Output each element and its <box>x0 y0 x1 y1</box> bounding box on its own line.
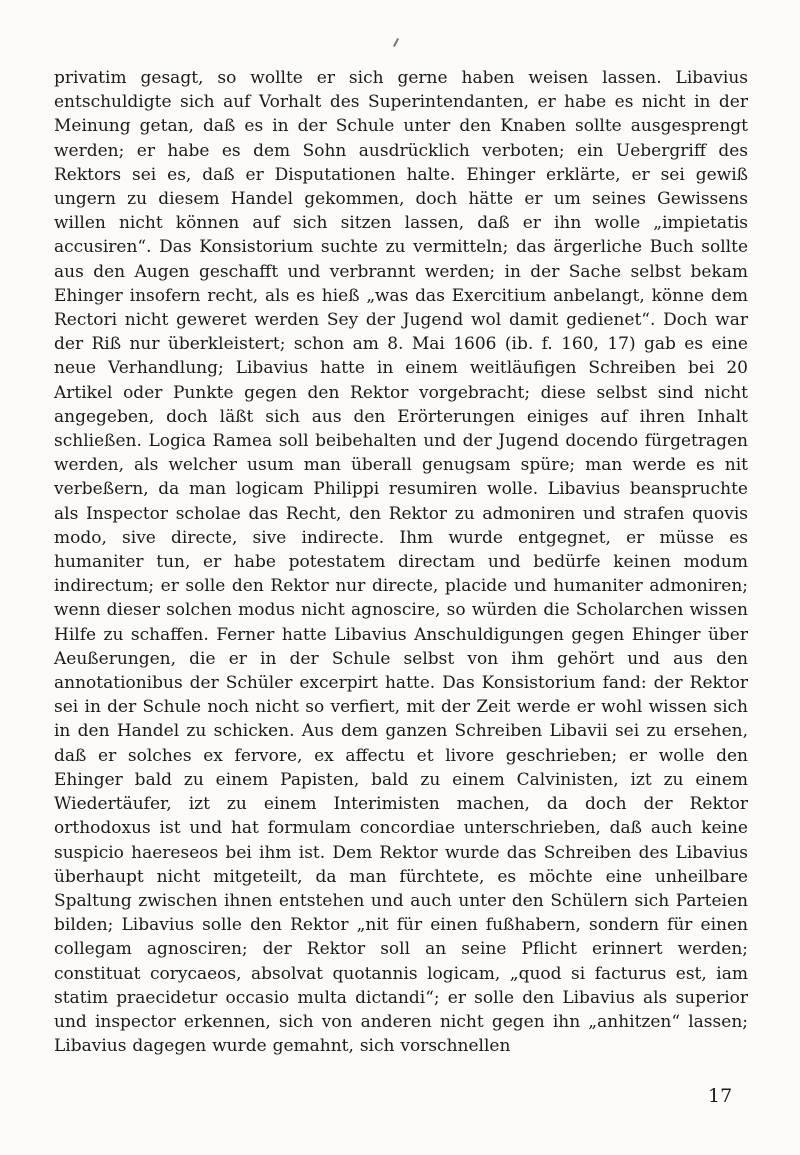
page-number: 17 <box>708 1085 733 1107</box>
page-body <box>54 66 748 1058</box>
stray-pen-mark <box>393 38 399 47</box>
body-paragraph: privatim gesagt, so wollte er sich gerne haben weisen lassen. Libavius entschuldigte sich auf Vorhalt des Superintendanten, er habe es nicht in der Meinung getan, daß es in der Schule unter den Knaben sollte ausgesprengt werden; er habe es dem Sohn ausdrücklich verboten; ein Uebergriff des Rektors sei es, daß er Disputationen halte. Ehinger erklärte, er sei gewiß ungern zu diesem Handel gekommen, doch hätte er um seines Gewissens willen nicht können auf sich sitzen lassen, daß er ihn wolle „impietatis accusiren“. Das Konsistorium suchte zu vermitteln; das ärgerliche Buch sollte aus den Augen geschafft und verbrannt werden; in der Sache selbst bekam Ehinger insofern recht, als es hieß „was das Exercitium anbelangt, könne dem Rectori nicht geweret werden Sey der Jugend wol damit gedienet“. Doch war der Riß nur überkleistert; schon am 8. Mai 1606 (ib. f. 160, 17) gab es eine neue Verhandlung; Libavius hatte in einem weitläufigen Schreiben bei 20 Artikel oder Punkte gegen den Rektor vorgebracht; diese selbst sind nicht angegeben, doch läßt sich aus den Erörterungen einiges auf ihren Inhalt schließen. Logica Ramea soll beibehalten und der Jugend docendo fürgetragen werden, als welcher usum man überall genugsam spüre; man werde es nit verbeßern, da man logicam Philippi resumiren wolle. Libavius beanspruchte als Inspector scholae das Recht, den Rektor zu admoniren und strafen quovis modo, sive directe, sive indirecte. Ihm wurde entgegnet, er müsse es humaniter tun, er habe potestatem directam und bedürfe keinen modum indirectum; er solle den Rektor nur directe, placide und humaniter admoniren; wenn dieser solchen modus nicht agnoscire, so würden die Scholarchen wissen Hilfe zu schaffen. Ferner hatte Libavius Anschuldigungen gegen Ehinger über Aeußerungen, die er in der Schule selbst von ihm gehört und aus den annotationibus der Schüler excerpirt hatte. Das Konsistorium fand: der Rektor sei in der Schule noch nicht so verfiert, mit der Zeit werde er wohl wissen sich in den Handel zu schicken. Aus dem ganzen Schreiben Libavii sei zu ersehen, daß er solches ex fervore, ex affectu et livore geschrieben; er wolle den Ehinger bald zu einem Papisten, bald zu einem Calvinisten, izt zu einem Wiedertäufer, izt zu einem Interimisten machen, da doch der Rektor orthodoxus ist und hat formulam concordiae unterschrieben, daß auch keine suspicio haereseos bei ihm ist. Dem Rektor wurde das Schreiben des Libavius überhaupt nicht mitgeteilt, da man fürchtete, es möchte eine unheilbare Spaltung zwischen ihnen entstehen und auch unter den Schülern sich Parteien bilden; Libavius solle den Rektor „nit für einen fußhabern, sondern für einen collegam agnosciren; der Rektor soll an seine Pflicht erinnert werden; constituat corycaeos, absolvat quotannis logicam, „quod si facturus est, iam statim praecidetur occasio multa dictandi“; er solle den Libavius als superior und inspector erkennen, sich von anderen nicht gegen ihn „anhitzen“ lassen; Libavius dagegen wurde gemahnt, sich vorschnellen <box>54 68 748 1057</box>
